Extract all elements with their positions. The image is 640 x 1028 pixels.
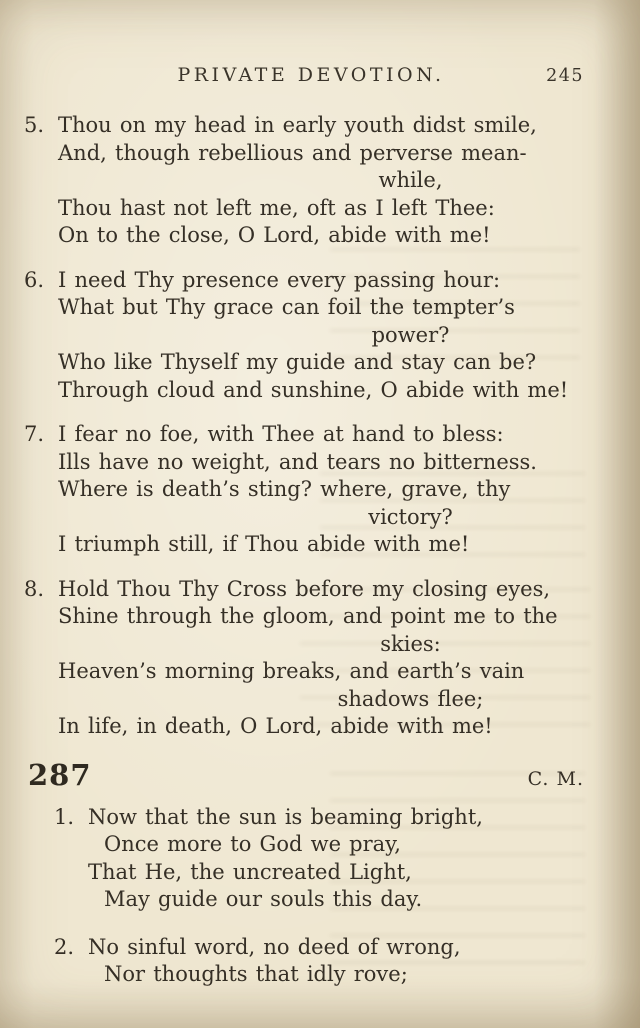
verse <box>24 267 598 405</box>
hymn-287-verses <box>24 804 598 989</box>
verse-lines <box>58 421 598 559</box>
verse <box>24 421 598 559</box>
verse-line: I need Thy presence every passing hour: <box>58 267 501 292</box>
verse <box>54 804 598 914</box>
running-title: PRIVATE DEVOTION. <box>177 64 445 86</box>
verse-line: power? <box>371 322 450 347</box>
verse-lines <box>58 267 598 405</box>
verse-line: Now that the sun is beaming bright, <box>88 804 483 829</box>
verse <box>54 934 598 989</box>
hymn-heading <box>28 758 598 792</box>
verse-line: Through cloud and sunshine, O abide with me! <box>58 377 569 402</box>
verse-line: while, <box>378 168 443 192</box>
page-number: 245 <box>546 66 584 86</box>
verse-line: In life, in death, O Lord, abide with me! <box>58 714 493 738</box>
verse-line: I fear no foe, with Thee at hand to bless: <box>58 422 504 446</box>
verse-line: No sinful word, no deed of wrong, <box>88 934 461 959</box>
verse <box>24 112 598 250</box>
verse-number: 5. <box>24 113 45 137</box>
verse-line: Thou on my head in early youth didst smile, <box>58 113 537 137</box>
verse <box>24 576 598 741</box>
verse-number: 7. <box>24 422 45 446</box>
verse-number: 1. <box>54 804 75 829</box>
verse-line: Heaven’s morning breaks, and earth’s vain <box>58 659 525 683</box>
verse-lines <box>88 804 598 914</box>
verse-line: Shine through the gloom, and point me to the <box>58 604 558 628</box>
verse-line: That He, the uncreated Light, <box>88 859 412 884</box>
verse-line: On to the close, O Lord, abide with me! <box>58 223 491 247</box>
verse-line: shadows flee; <box>337 686 484 711</box>
verse-line: Ills have no weight, and tears no bitterness. <box>58 449 537 474</box>
verse-lines <box>88 934 598 989</box>
verse-line: Hold Thou Thy Cross before my closing eyes, <box>58 576 551 601</box>
verse-line: Where is death’s sting? where, grave, thy <box>58 477 511 501</box>
page-header <box>24 64 598 86</box>
verse-number: 8. <box>24 576 45 601</box>
verse-number: 6. <box>24 267 45 292</box>
verse-lines <box>58 112 598 250</box>
continued-hymn-verses <box>24 112 598 741</box>
verse-line: What but Thy grace can foil the tempter’s <box>58 295 515 319</box>
hymn-meter: C. M. <box>527 767 584 790</box>
verse-line: skies: <box>380 631 441 656</box>
verse-line: Nor thoughts that idly rove; <box>104 962 408 986</box>
verse-line: And, though rebellious and perverse mean- <box>58 140 527 165</box>
verse-line: victory? <box>368 504 453 529</box>
verse-line: I triumph still, if Thou abide with me! <box>58 532 470 556</box>
verse-line: Once more to God we pray, <box>104 832 401 856</box>
hymn-number: 287 <box>28 757 92 792</box>
verse-lines <box>58 576 598 741</box>
verse-line: May guide our souls this day. <box>104 887 423 911</box>
verse-line: Thou hast not left me, oft as I left Thee: <box>58 195 495 220</box>
verse-number: 2. <box>54 934 75 959</box>
verse-line: Who like Thyself my guide and stay can be? <box>58 350 537 374</box>
